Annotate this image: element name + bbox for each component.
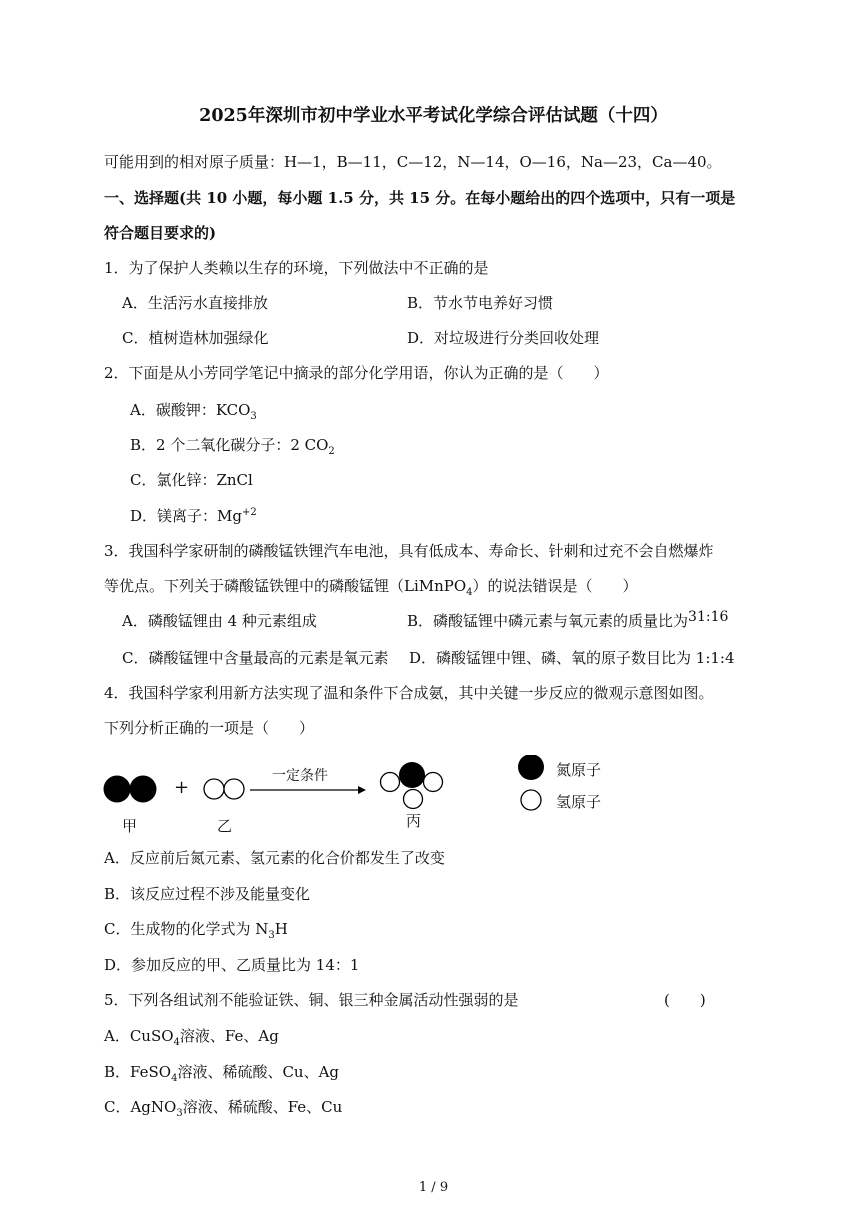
reaction-condition: 一定条件 — [272, 768, 328, 784]
bing-hydrogen-atom-2 — [424, 773, 443, 792]
q2-option-d: D．镁离子：$Mg^{+2}$ — [130, 507, 257, 525]
legend-nitrogen-icon — [518, 755, 544, 780]
q3-stem-line1: 3．我国科学家研制的磷酸锰铁锂汽车电池，具有低成本、寿命长、针刺和过充不会自燃爆炸 — [104, 542, 714, 560]
legend-svg — [510, 755, 554, 815]
bing-nitrogen-atom — [399, 762, 425, 788]
section-heading-line1: 一、选择题(共 10 小题，每小题 1.5 分，共 15 分。在每小题给出的四个选项中，只有一项是 — [104, 189, 736, 207]
q4-option-d: D．参加反应的甲、乙质量比为 14：1 — [104, 956, 360, 974]
q5-option-a: A．CuSO$_4$溶液、Fe、Ag — [104, 1027, 279, 1048]
q5-option-c: C．AgNO$_3$溶液、稀硫酸、Fe、Cu — [104, 1098, 343, 1119]
legend-nitrogen-label: 氮原子 — [556, 761, 602, 779]
q4-stem-line2: 下列分析正确的一项是（ ） — [104, 719, 315, 737]
q1-option-b: B．节水节电养好习惯 — [407, 294, 554, 312]
page-title: 2025年深圳市初中学业水平考试化学综合评估试题（十四） — [199, 106, 668, 126]
legend-hydrogen-label: 氢原子 — [556, 793, 602, 811]
q1-option-a: A．生活污水直接排放 — [122, 294, 268, 312]
atomic-masses: 可能用到的相对原子质量：H—1，B—11，C—12，N—14，O—16，Na—23，Ca—40。 — [104, 153, 722, 171]
plus-sign: + — [174, 777, 190, 798]
label-jia: 甲 — [122, 817, 138, 835]
q3-option-b: B．磷酸锰锂中磷元素与氧元素的质量比为31:16 — [407, 609, 729, 630]
q2-stem: 2．下面是从小芳同学笔记中摘录的部分化学用语，你认为正确的是（ ） — [104, 364, 609, 382]
label-yi: 乙 — [217, 817, 233, 835]
q3-option-c: C．磷酸锰锂中含量最高的元素是氧元素 — [122, 649, 389, 667]
page-number: 1 / 9 — [418, 1180, 449, 1195]
label-bing: 丙 — [406, 812, 422, 830]
jia-nitrogen-atom-2 — [130, 776, 157, 803]
q4-option-c: C．生成物的化学式为 $N_3H$ — [104, 920, 288, 941]
legend-hydrogen-icon — [521, 790, 541, 810]
atom-legend — [510, 755, 650, 815]
section-heading-line2: 符合题目要求的) — [104, 224, 217, 242]
reaction-arrow-head — [358, 786, 366, 794]
yi-hydrogen-atom-1 — [204, 779, 224, 799]
bing-hydrogen-atom-1 — [381, 773, 400, 792]
q4-option-a: A．反应前后氮元素、氢元素的化合价都发生了改变 — [104, 849, 445, 867]
q3-option-a: A．磷酸锰锂由 4 种元素组成 — [122, 612, 317, 630]
bing-hydrogen-atom-3 — [404, 790, 423, 809]
yi-hydrogen-atom-2 — [224, 779, 244, 799]
q5-answer-paren: ( ) — [664, 991, 706, 1009]
q2-option-a: A．碳酸钾：$KCO_3$ — [130, 401, 257, 422]
q1-option-c: C．植树造林加强绿化 — [122, 329, 269, 347]
q2-option-b: B．2 个二氧化碳分子：2 $CO_2$ — [130, 436, 335, 457]
q4-stem-line1: 4．我国科学家利用新方法实现了温和条件下合成氨，其中关键一步反应的微观示意图如图。 — [104, 684, 714, 702]
q4-option-b: B．该反应过程不涉及能量变化 — [104, 885, 311, 903]
q1-stem: 1．为了保护人类赖以生存的环境，下列做法中不正确的是 — [104, 259, 489, 277]
q5-option-b: B．FeSO$_4$溶液、稀硫酸、Cu、Ag — [104, 1063, 340, 1084]
jia-nitrogen-atom-1 — [104, 776, 131, 803]
q3-option-d: D．磷酸锰锂中锂、磷、氧的原子数目比为 1:1:4 — [409, 649, 735, 667]
q1-option-d: D．对垃圾进行分类回收处理 — [407, 329, 600, 347]
q3-stem-line2: 等优点。下列关于磷酸锰铁锂中的磷酸锰锂（LiMnPO$_4$）的说法错误是（ ） — [104, 577, 638, 598]
q5-stem: 5．下列各组试剂不能验证铁、铜、银三种金属活动性强弱的是 — [104, 991, 519, 1009]
q2-option-c: C．氯化锌：ZnCl — [130, 471, 253, 489]
